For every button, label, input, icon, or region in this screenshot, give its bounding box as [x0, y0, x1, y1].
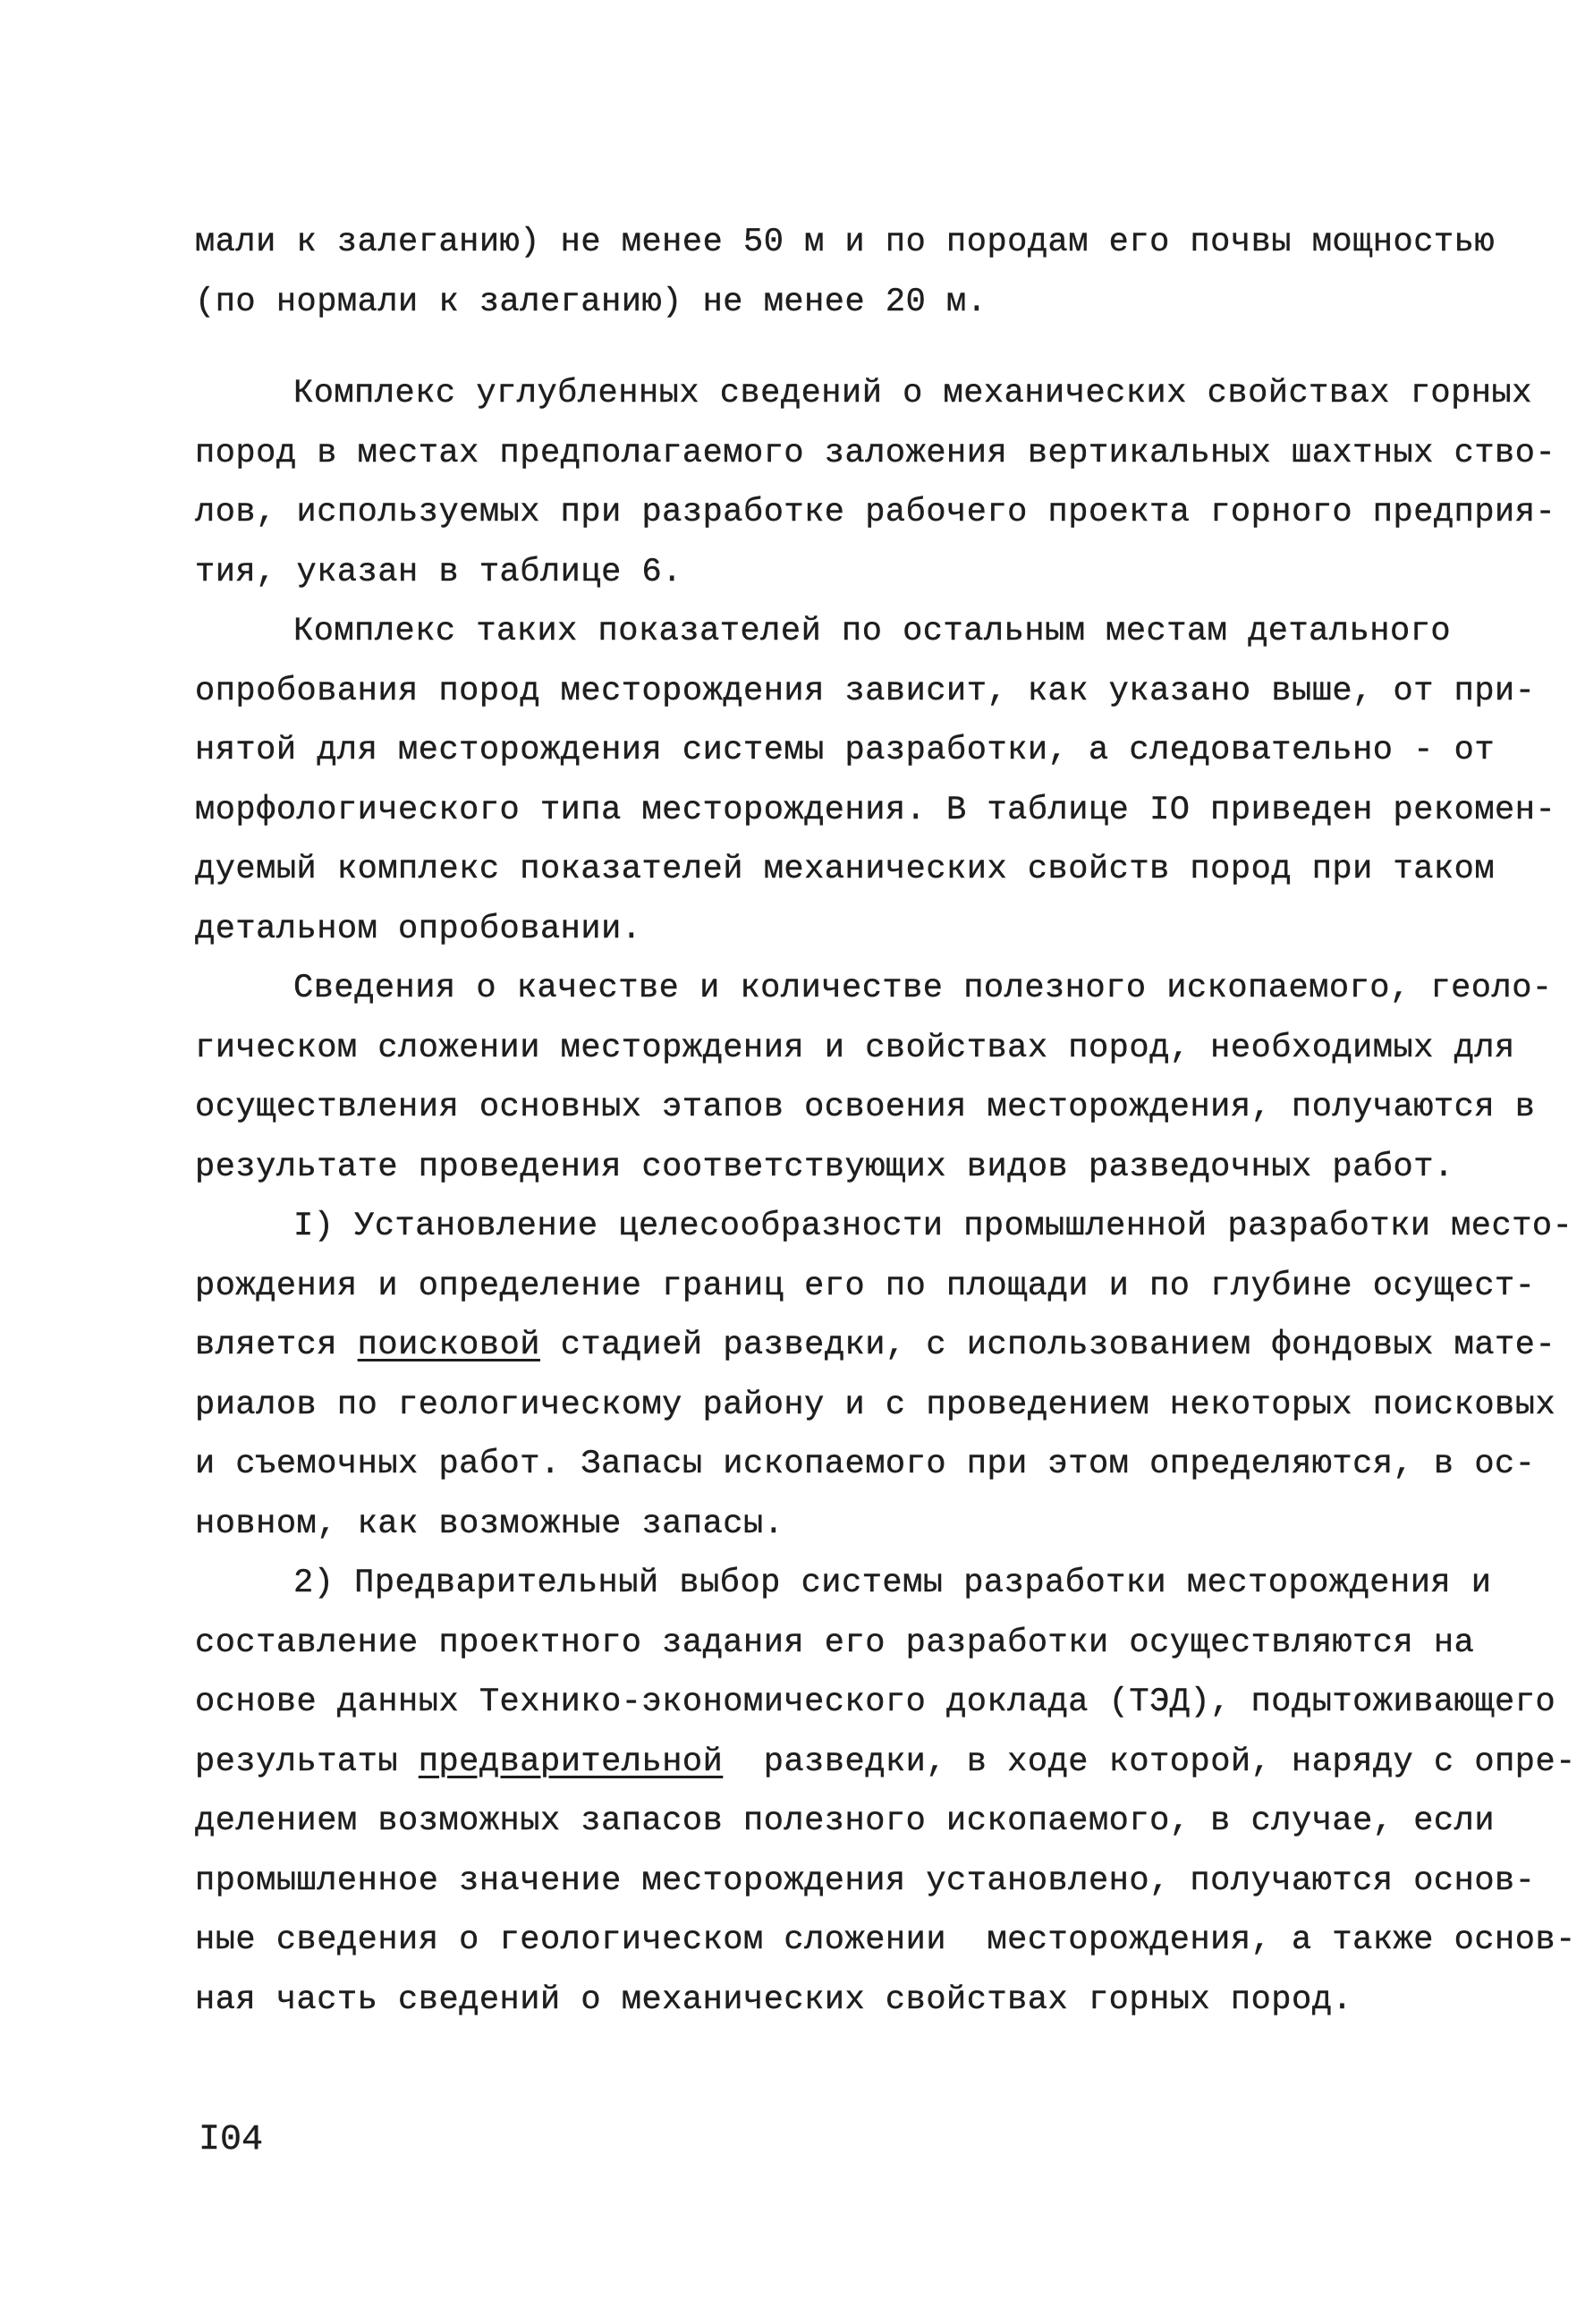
text-line: 2) Предварительный выбор системы разработки месторождения и: [293, 1565, 1492, 1602]
text-line: мали к залеганию) не менее 50 м и по породам его почвы мощностью: [195, 224, 1496, 261]
underlined-term: поисковой: [357, 1327, 540, 1364]
text-line: составление проектного задания его разработки осуществляются на: [195, 1624, 1475, 1662]
paragraph: [195, 959, 1553, 1197]
text-line: [195, 1733, 1576, 1793]
text-line: нятой для месторождения системы разработки, а следовательно - от: [195, 732, 1496, 769]
text-line: лов, используемых при разработке рабочего проекта горного предприя-: [195, 494, 1556, 531]
text-line: Сведения о качестве и количестве полезного ископаемого, геоло-: [293, 970, 1553, 1007]
text-line: осуществления основных этапов освоения месторождения, получаются в: [195, 1089, 1536, 1126]
text-line: основе данных Технико-экономического доклада (ТЭД), подытоживающего: [195, 1684, 1556, 1721]
paragraph: [195, 602, 1556, 959]
text-line: дуемый комплекс показателей механических свойств пород при таком: [195, 851, 1496, 888]
paragraph: [195, 364, 1556, 602]
text-line: Комплекс углубленных сведений о механических свойствах горных: [293, 375, 1532, 412]
text-line: ные сведения о геологическом сложении месторождения, а также основ-: [195, 1921, 1576, 1959]
text-line: и съемочных работ. Запасы ископаемого при этом определяются, в ос-: [195, 1446, 1536, 1483]
body-text: [195, 213, 1576, 2030]
text-line: промышленное значение месторождения установлено, получаются основ-: [195, 1862, 1536, 1900]
text-fragment: вляется: [195, 1327, 337, 1364]
text-line: [195, 1316, 1556, 1376]
text-line: гическом сложении месторждения и свойствах пород, необходимых для: [195, 1029, 1515, 1067]
page-number: I04: [199, 2120, 264, 2160]
text-line: рождения и определение границ его по площади и по глубине осущест-: [195, 1267, 1536, 1305]
paragraph: [195, 1197, 1573, 1554]
text-line: I) Установление целесообразности промышленной разработки место-: [293, 1208, 1573, 1245]
text-line: детальном опробовании.: [195, 910, 642, 948]
text-line: ная часть сведений о механических свойствах горных пород.: [195, 1980, 1353, 2019]
text-fragment: результаты: [195, 1743, 399, 1781]
paragraph: [195, 1554, 1576, 2030]
text-line: тия, указан в таблице 6.: [195, 553, 682, 591]
text-line: (по нормали к залеганию) не менее 20 м.: [195, 283, 987, 321]
text-line: делением возможных запасов полезного ископаемого, в случае, если: [195, 1802, 1496, 1840]
text-line: риалов по геологическому району и с проведением некоторых поисковых: [195, 1386, 1556, 1424]
text-fragment: стадией разведки, с использованием фондовых мате-: [540, 1327, 1556, 1364]
text-line: результате проведения соответствующих видов разведочных работ.: [195, 1148, 1454, 1186]
text-line: пород в местах предполагаемого заложения вертикальных шахтных ство-: [195, 434, 1556, 472]
text-line: опробования пород месторождения зависит, как указано выше, от при-: [195, 672, 1536, 710]
paragraph: [195, 213, 1496, 332]
text-fragment: разведки, в ходе которой, наряду с опре-: [723, 1743, 1576, 1781]
text-line: морфологического типа месторождения. В таблице IO приведен рекомен-: [195, 791, 1556, 829]
text-line: новном, как возможные запасы.: [195, 1505, 784, 1543]
text-line: Комплекс таких показателей по остальным местам детального: [293, 613, 1452, 650]
underlined-term: предварительной: [418, 1743, 724, 1781]
